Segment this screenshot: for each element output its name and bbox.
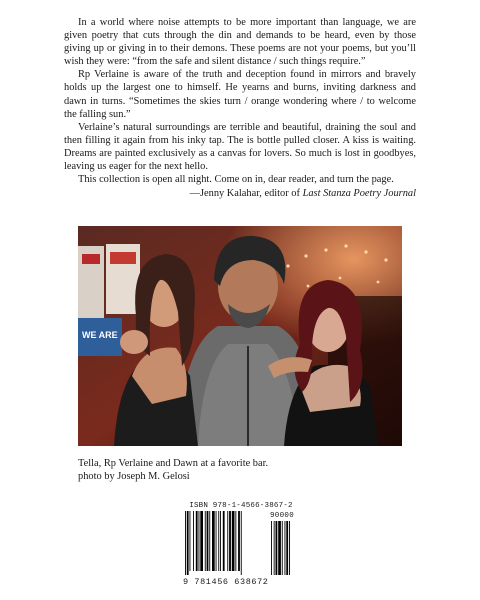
bar-photo — [78, 226, 402, 446]
paragraph: Rp Verlaine is aware of the truth and deception found in mirrors and bravely holds up the largest one to himself. He yearns and burns, inviting darkness and dawn in turns. “Sometimes the skies turn / orange wondering where / to welcome the falling sun.” — [64, 69, 416, 120]
isbn-barcode — [183, 502, 299, 590]
barcode-bars — [183, 511, 299, 577]
price-code: 90000 — [270, 512, 295, 520]
paragraph: This collection is open all night. Come on in, dear reader, and turn the page. — [78, 174, 394, 186]
barcode-digits: 9 781456 638672 — [183, 577, 269, 587]
intro-text — [64, 16, 416, 186]
paragraph: Verlaine’s natural surroundings are terrible and beautiful, draining the soul and then filling it again from his inky tap. The is bottle pulled closer. A kiss is waiting. Dreams are painted exclusively as a canvas for lovers. So much is lost in goodbyes, leaving us eager for the next hello. — [64, 121, 416, 173]
attribution-prefix: —Jenny Kalahar, editor of — [189, 188, 303, 199]
photo-illustration — [78, 226, 402, 446]
photo-credit: photo by Joseph M. Gelosi — [78, 471, 190, 482]
journal-title: Last Stanza Poetry Journal — [302, 188, 416, 199]
photo-caption — [78, 457, 408, 483]
paragraph: In a world where noise attempts to be more important than language, we are given poetry that cuts through the din and demands to be heard, even by those giving up or giving in to their demons. These poems are not your poems, but you’ll wish they were: “from the safe and silent distance / such things require.” — [64, 17, 416, 68]
caption-line: Tella, Rp Verlaine and Dawn at a favorite bar. — [78, 458, 269, 469]
isbn-label: ISBN 978-1-4566-3867-2 — [189, 502, 293, 510]
sign-text: WE ARE — [82, 330, 118, 340]
attribution — [64, 187, 416, 200]
